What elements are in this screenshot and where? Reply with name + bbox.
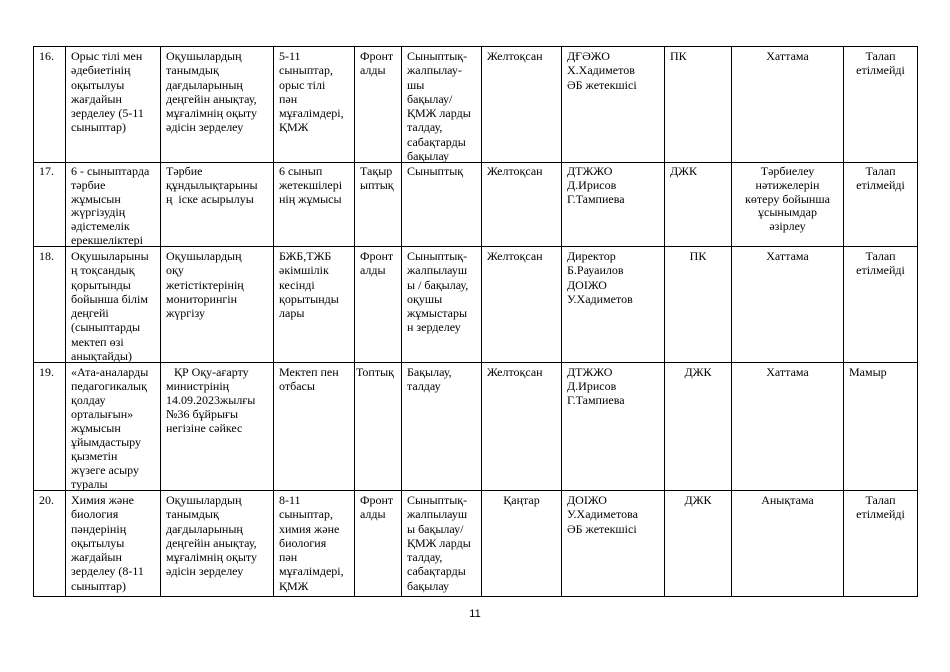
- control-purpose: Оқушылардың оқу жетістіктерінің мониторингін жүргізу: [161, 247, 274, 363]
- control-plan-table: [33, 46, 918, 597]
- control-period: Желтоқсан: [482, 163, 562, 247]
- control-purpose: Оқушылардың танымдық дағдыларының деңгейін анықтау, мұғалімнің оқыту әдісін зерделеу: [161, 491, 274, 597]
- control-outcome: Анықтама: [732, 491, 844, 597]
- control-topic: 6 - сыныптарда тәрбие жұмысын жүргізудің әдістемелік ерекшеліктері: [66, 163, 161, 247]
- control-method: Сыныптық- жалпылауш ы / бақылау, оқушы жұмыстары н зерделеу: [402, 247, 482, 363]
- control-period: Қаңтар: [482, 491, 562, 597]
- control-method: Сыныптық- жалпылау- шы бақылау/ ҚМЖ ларды талдау, сабақтарды бақылау: [402, 47, 482, 163]
- review-place: ДЖК: [665, 163, 732, 247]
- control-topic: «Ата-аналарды педагогикалық қолдау орталығын» жұмысын ұйымдастыру қызметін жүзеге асыру туралы: [66, 363, 161, 491]
- control-topic: Оқушыларыны ң тоқсандық қорытынды бойынша білім деңгейі (сыныптарды мектеп өзі анықтайды): [66, 247, 161, 363]
- responsible-persons: ДОІЖО У.Хадиметова ӘБ жетекшісі: [562, 491, 665, 597]
- control-method: Сыныптық: [402, 163, 482, 247]
- control-type: Фронт алды: [355, 491, 402, 597]
- repeat-control: Талап етілмейді: [844, 163, 918, 247]
- control-period: Желтоқсан: [482, 247, 562, 363]
- control-object: БЖБ,ТЖБ әкімшілік кесінді қорытынды лары: [274, 247, 355, 363]
- responsible-persons: Директор Б.Рауаилов ДОІЖО У.Хадиметов: [562, 247, 665, 363]
- row-number: 19.: [34, 363, 66, 491]
- control-object: Мектеп пен отбасы: [274, 363, 355, 491]
- row-number: 20.: [34, 491, 66, 597]
- control-object: 5-11 сыныптар, орыс тілі пән мұғалімдері, ҚМЖ: [274, 47, 355, 163]
- row-number: 18.: [34, 247, 66, 363]
- control-outcome: Хаттама: [732, 247, 844, 363]
- control-outcome: Хаттама: [732, 47, 844, 163]
- responsible-persons: ДҒӘЖО Х.Хадиметов ӘБ жетекшісі: [562, 47, 665, 163]
- control-purpose: ҚР Оқу-ағарту министрінің 14.09.2023жылғы №36 бұйрығы негізіне сәйкес: [161, 363, 274, 491]
- row-number: 17.: [34, 163, 66, 247]
- control-period: Желтоқсан: [482, 47, 562, 163]
- control-purpose: Оқушылардың танымдық дағдыларының деңгейін анықтау, мұғалімнің оқыту әдісін зерделеу: [161, 47, 274, 163]
- control-method: Сыныптық- жалпылауш ы бақылау/ ҚМЖ ларды талдау, сабақтарды бақылау: [402, 491, 482, 597]
- repeat-control: Талап етілмейді: [844, 47, 918, 163]
- repeat-control: Талап етілмейді: [844, 491, 918, 597]
- responsible-persons: ДТЖЖО Д.Ирисов Г.Тампиева: [562, 163, 665, 247]
- control-type: Топтық: [355, 363, 402, 491]
- control-topic: Химия және биология пәндерінің оқытылуы жағдайын зерделеу (8-11 сыныптар): [66, 491, 161, 597]
- review-place: ПК: [665, 247, 732, 363]
- page-number: 11: [469, 608, 481, 620]
- repeat-control: Мамыр: [844, 363, 918, 491]
- control-object: 8-11 сыныптар, химия және биология пән мұғалімдері, ҚМЖ: [274, 491, 355, 597]
- control-topic: Орыс тілі мен әдебиетінің оқытылуы жағдайын зерделеу (5-11 сыныптар): [66, 47, 161, 163]
- control-purpose: Тәрбие құндылықтарыны ң іске асырылуы: [161, 163, 274, 247]
- control-type: Фронт алды: [355, 47, 402, 163]
- control-method: Бақылау, талдау: [402, 363, 482, 491]
- repeat-control: Талап етілмейді: [844, 247, 918, 363]
- row-number: 16.: [34, 47, 66, 163]
- review-place: ДЖК: [665, 363, 732, 491]
- control-type: Тақыр ыптық: [355, 163, 402, 247]
- control-object: 6 сынып жетекшілері нің жұмысы: [274, 163, 355, 247]
- control-period: Желтоқсан: [482, 363, 562, 491]
- review-place: ПК: [665, 47, 732, 163]
- review-place: ДЖК: [665, 491, 732, 597]
- control-outcome: Хаттама: [732, 363, 844, 491]
- control-type: Фронт алды: [355, 247, 402, 363]
- responsible-persons: ДТЖЖО Д.Ирисов Г.Тампиева: [562, 363, 665, 491]
- control-outcome: Тәрбиелеу нәтижелерін көтеру бойынша ұсынымдар әзірлеу: [732, 163, 844, 247]
